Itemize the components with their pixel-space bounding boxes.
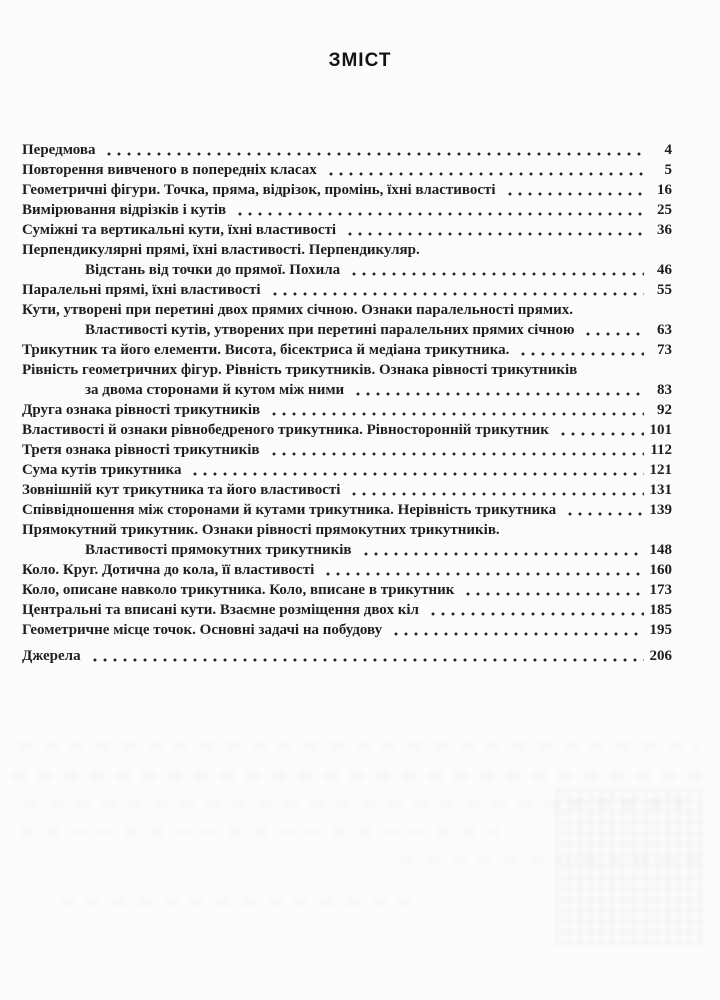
toc-entry-text: Суміжні та вертикальні кути, їхні властивості [22, 222, 337, 238]
toc-line [22, 440, 672, 460]
toc-page-number: 131 [649, 482, 672, 498]
toc-line [22, 560, 672, 580]
bleedthrough-artifact [555, 788, 703, 946]
toc-entry-text: Коло. Круг. Дотична до кола, її властивості [22, 562, 315, 578]
dot-leader [583, 331, 644, 337]
toc-entry [22, 520, 672, 560]
toc-line [22, 540, 672, 560]
toc-entry-text: Кути, утворені при перетині двох прямих січною. Ознаки паралельності прямих. [22, 302, 573, 318]
toc-page-number: 121 [649, 462, 672, 478]
toc-line [22, 280, 672, 300]
toc-entry [22, 200, 672, 220]
toc-line [22, 580, 672, 600]
toc-entry [22, 400, 672, 420]
toc-page-number: 25 [657, 202, 672, 218]
toc-entry-text: Рівність геометричних фігур. Рівність трикутників. Ознака рівності трикутників [22, 362, 578, 378]
toc-entry-text: Повторення вивченого в попередніх класах [22, 162, 317, 178]
dot-leader [90, 657, 644, 663]
dot-leader [505, 191, 644, 197]
bleedthrough-artifact [60, 898, 420, 906]
toc-entry [22, 600, 672, 620]
toc-entry [22, 140, 672, 160]
toc-entry [22, 420, 672, 440]
toc-page-number: 139 [649, 502, 672, 518]
toc-entry [22, 300, 672, 340]
toc-entry-text: Співвідношення між сторонами й кутами трикутника. Нерівність трикутника [22, 502, 557, 518]
toc-entry [22, 280, 672, 300]
toc-entry-text: Властивості кутів, утворених при перетині паралельних прямих січною [85, 322, 575, 338]
toc-page-number: 4 [664, 142, 672, 158]
toc-entry-text: Трикутник та його елементи. Висота, бісектриса й медіана трикутника. [22, 342, 510, 358]
toc-page-number: 112 [650, 442, 672, 458]
bleedthrough-artifact [24, 800, 684, 808]
toc-entry-text: Центральні та вписані кути. Взаємне розміщення двох кіл [22, 602, 419, 618]
toc-list [22, 140, 672, 666]
dot-leader [269, 451, 644, 457]
toc-entry [22, 440, 672, 460]
dot-leader [361, 551, 644, 557]
toc-line [22, 360, 672, 380]
toc-entry-text: Геометричне місце точок. Основні задачі на побудову [22, 622, 383, 638]
toc-page-number: 160 [649, 562, 672, 578]
toc-line [22, 200, 672, 220]
toc-entry [22, 160, 672, 180]
toc-entry [22, 500, 672, 520]
toc-page-number: 36 [657, 222, 672, 238]
toc-line [22, 180, 672, 200]
toc-entry [22, 360, 672, 400]
dot-leader [518, 351, 644, 357]
toc-line [22, 220, 672, 240]
toc-entry-text: Властивості прямокутних трикутників [85, 542, 352, 558]
dot-leader [349, 271, 644, 277]
toc-line [22, 240, 672, 260]
toc-line [22, 480, 672, 500]
toc-page-number: 63 [657, 322, 672, 338]
dot-leader [428, 611, 644, 617]
dot-leader [558, 431, 644, 437]
toc-line [22, 420, 672, 440]
toc-entry [22, 180, 672, 200]
toc-page-number: 173 [649, 582, 672, 598]
dot-leader [104, 151, 644, 157]
toc-page-number: 55 [657, 282, 672, 298]
toc-entry-text: Паралельні прямі, їхні властивості [22, 282, 261, 298]
dot-leader [391, 631, 644, 637]
dot-leader [353, 391, 644, 397]
toc-page-number: 148 [649, 542, 672, 558]
toc-line [22, 320, 672, 340]
dot-leader [190, 471, 644, 477]
toc-page-number: 83 [657, 382, 672, 398]
toc-entry-text: Геометричні фігури. Точка, пряма, відрізок, промінь, їхні властивості [22, 182, 496, 198]
toc-entry-text: Коло, описане навколо трикутника. Коло, вписане в трикутник [22, 582, 455, 598]
toc-page-number: 206 [649, 648, 672, 664]
toc-entry-text: Джерела [22, 648, 81, 664]
toc-line [22, 160, 672, 180]
toc-entry-text: Перпендикулярні прямі, їхні властивості. Перпендикуляр. [22, 242, 420, 258]
toc-page-number: 5 [664, 162, 672, 178]
toc-entry [22, 580, 672, 600]
toc-line [22, 340, 672, 360]
toc-entry-text: Третя ознака рівності трикутників [22, 442, 260, 458]
toc-line [22, 460, 672, 480]
dot-leader [345, 231, 644, 237]
toc-entry-text: Відстань від точки до прямої. Похила [85, 262, 341, 278]
toc-page-number: 73 [657, 342, 672, 358]
bleedthrough-artifact [18, 742, 698, 750]
toc-line [22, 520, 672, 540]
toc-line [22, 500, 672, 520]
toc-entry [22, 646, 672, 666]
toc-entry [22, 560, 672, 580]
toc-entry [22, 340, 672, 360]
toc-entry-text: Вимірювання відрізків і кутів [22, 202, 227, 218]
bleedthrough-artifact [20, 828, 500, 836]
toc-entry-text: Зовнішній кут трикутника та його властивості [22, 482, 341, 498]
dot-leader [235, 211, 644, 217]
toc-entry [22, 220, 672, 240]
toc-entry-text: Прямокутний трикутник. Ознаки рівності прямокутних трикутників. [22, 522, 500, 538]
dot-leader [326, 171, 644, 177]
toc-line [22, 620, 672, 640]
toc-entry-text: Друга ознака рівності трикутників [22, 402, 261, 418]
toc-line [22, 646, 672, 666]
toc-line [22, 380, 672, 400]
toc-page-number: 101 [649, 422, 672, 438]
toc-entry-text: Сума кутів трикутника [22, 462, 182, 478]
toc-entry-text: за двома сторонами й кутом між ними [85, 382, 345, 398]
toc-page-number: 16 [657, 182, 672, 198]
dot-leader [270, 291, 644, 297]
toc-entry-text: Передмова [22, 142, 96, 158]
bleedthrough-artifact [400, 856, 700, 864]
toc-line [22, 400, 672, 420]
bleedthrough-artifact [12, 772, 712, 780]
toc-entry [22, 460, 672, 480]
dot-leader [565, 511, 644, 517]
dot-leader [323, 571, 644, 577]
page-title: ЗМІСТ [328, 50, 392, 71]
toc-line [22, 260, 672, 280]
dot-leader [349, 491, 644, 497]
toc-line [22, 300, 672, 320]
toc-entry [22, 480, 672, 500]
toc-entry [22, 240, 672, 280]
toc-page-number: 46 [657, 262, 672, 278]
dot-leader [463, 591, 644, 597]
toc-page-number: 92 [657, 402, 672, 418]
toc-page-number: 185 [649, 602, 672, 618]
toc-entry [22, 620, 672, 640]
toc-entry-text: Властивості й ознаки рівнобедреного трикутника. Рівносторонній трикутник [22, 422, 549, 438]
toc-line [22, 600, 672, 620]
dot-leader [269, 411, 644, 417]
toc-page-number: 195 [649, 622, 672, 638]
toc-line [22, 140, 672, 160]
